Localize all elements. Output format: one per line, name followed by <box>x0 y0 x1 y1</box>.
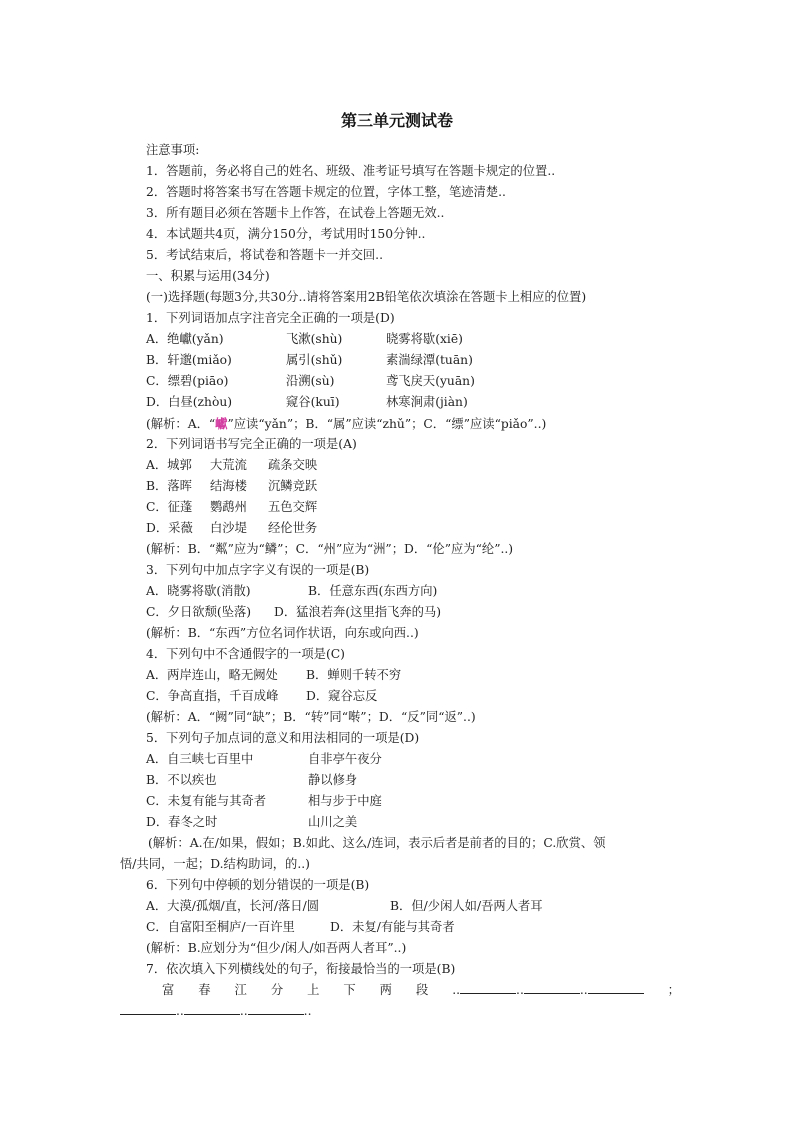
option-d: D．白昼(zhòu) <box>146 395 233 409</box>
option-word: 沿溯(sù) <box>286 374 335 388</box>
section-heading: 一、积累与运用(34分) <box>146 269 270 283</box>
option-word: 素湍绿潭(tuān) <box>386 353 473 367</box>
option-row <box>120 497 680 518</box>
blank <box>460 981 516 994</box>
option-a: A．大漠/孤烟/直，长河/落日/圆 <box>146 899 320 913</box>
option-b: B．但/少闲人如/吾两人者耳 <box>390 899 543 913</box>
option-d: D．窥谷忘反 <box>306 689 378 703</box>
option-row <box>120 455 680 476</box>
spaced-char: 上 <box>307 983 320 997</box>
question-stem: 7．依次填入下列横线处的句子，衔接最恰当的一项是(B) <box>146 962 456 976</box>
fill-in-line <box>120 980 680 1001</box>
option-d: D．春冬之时 <box>146 815 218 829</box>
option-row <box>120 371 680 392</box>
option-d: D．猛浪若奔(这里指飞奔的马) <box>274 605 442 619</box>
option-row <box>120 917 680 938</box>
blank <box>248 1002 304 1015</box>
blank-group <box>452 980 643 1001</box>
spaced-char: 分 <box>270 983 284 997</box>
option-c: C．缥碧(piāo) <box>146 374 229 388</box>
option-word: 沉鳞竞跃 <box>268 479 318 493</box>
blank <box>184 1002 240 1015</box>
option-c: C．征蓬 <box>146 500 193 514</box>
option-row <box>120 812 680 833</box>
option-row <box>120 392 680 413</box>
option-word: 鹦鹉州 <box>210 500 247 514</box>
analysis: (解析：B.应划分为“但少/闲人/如吾两人者耳”..) <box>146 941 407 955</box>
option-word: 静以修身 <box>308 773 358 787</box>
option-word: 晓雾将歇(xiē) <box>386 332 463 346</box>
option-word: 鸢飞戾天(yuān) <box>386 374 475 388</box>
question-stem: 4．下列句中不含通假字的一项是(C) <box>146 647 345 661</box>
analysis: (解析：A.在/如果，假如；B.如此、这么/连词，表示后者是前者的目的；C.欣赏、领 <box>148 836 606 850</box>
question-stem: 2．下列词语书写完全正确的一项是(A) <box>146 437 357 451</box>
option-c: C．夕日欲颓(坠落) <box>146 605 252 619</box>
option-a: A．晓雾将歇(消散) <box>146 584 251 598</box>
option-a: A．绝巘(yǎn) <box>146 332 224 346</box>
analysis: (解析：B．“粼”应为“鳞”；C．“州”应为“洲”；D．“伦”应为“纶”..) <box>146 542 514 556</box>
option-row <box>120 770 680 791</box>
semicolon: ； <box>667 983 680 997</box>
option-word: 疏条交映 <box>268 458 318 472</box>
notice-item: 4．本试题共4页，满分150分，考试用时150分钟.. <box>146 227 426 241</box>
blank <box>524 981 580 994</box>
option-row <box>120 686 680 707</box>
option-row <box>120 791 680 812</box>
spaced-char: 下 <box>343 983 356 997</box>
question-stem: 3．下列句中加点字字义有误的一项是(B) <box>146 563 370 577</box>
option-row <box>120 896 680 917</box>
exam-body <box>120 140 680 1022</box>
notice-item: 1．答题前，务必将自己的姓名、班级、准考证号填写在答题卡规定的位置.. <box>146 164 556 178</box>
spaced-char: 两 <box>379 983 392 997</box>
notice-heading: 注意事项: <box>146 143 200 157</box>
option-a: A．两岸连山，略无阙处 <box>146 668 278 682</box>
spaced-char: 富 <box>161 983 175 997</box>
separator: .. <box>579 983 588 997</box>
option-word: 白沙堤 <box>210 521 247 535</box>
page-title: 第三单元测试卷 <box>340 111 453 130</box>
option-a: A．城郭 <box>146 458 192 472</box>
fill-in-line <box>120 1001 680 1022</box>
notice-item: 2．答题时将答案书写在答题卡规定的位置，字体工整，笔迹清楚.. <box>146 185 506 199</box>
separator: .. <box>516 983 524 997</box>
option-word: 山川之美 <box>308 815 358 829</box>
question-stem: 5．下列句子加点词的意义和用法相同的一项是(D) <box>146 731 420 745</box>
option-c: C．未复有能与其奇者 <box>146 794 267 808</box>
analysis-text: (解析：A．“ <box>146 417 216 431</box>
separator: .. <box>176 1004 184 1018</box>
separator: .. <box>452 983 461 997</box>
option-b: B．落晖 <box>146 479 192 493</box>
option-row <box>120 581 680 602</box>
option-d: D．未复/有能与其奇者 <box>330 920 455 934</box>
separator: .. <box>239 1004 248 1018</box>
analysis: (解析：B．“东西”方位名词作状语，向东或向西..) <box>146 626 419 640</box>
option-word: 林寒涧肃(jiàn) <box>386 395 468 409</box>
marked-character: 巘 <box>215 416 228 431</box>
option-word: 窥谷(kuī) <box>286 395 340 409</box>
option-b: B．轩邈(miǎo) <box>146 353 232 367</box>
option-row <box>120 350 680 371</box>
option-row <box>120 329 680 350</box>
analysis-text: ”应读“yǎn”；B．“属”应读“zhǔ”；C．“缥”应读“piǎo”..) <box>227 417 547 431</box>
spaced-char: 江 <box>234 983 247 997</box>
option-c: C．自富阳至桐庐/一百许里 <box>146 920 295 934</box>
question-stem: 6．下列句中停顿的划分错误的一项是(B) <box>146 878 370 892</box>
option-row <box>120 476 680 497</box>
option-word: 相与步于中庭 <box>308 794 382 808</box>
option-word: 经伦世务 <box>268 521 318 535</box>
option-word: 五色交辉 <box>268 500 318 514</box>
option-word: 大荒流 <box>210 458 247 472</box>
spaced-char: 春 <box>198 983 211 997</box>
analysis: (解析：A．“阙”同“缺”；B．“转”同“啭”；D．“反”同“返”..) <box>146 710 476 724</box>
option-b: B．不以疾也 <box>146 773 217 787</box>
option-c: C．争高直指，千百成峰 <box>146 689 279 703</box>
analysis: 悟/共同，一起；D.结构助词，的..) <box>120 857 310 871</box>
option-b: B．任意东西(东西方向) <box>308 584 438 598</box>
option-row <box>120 665 680 686</box>
analysis <box>120 413 680 434</box>
option-row <box>120 749 680 770</box>
subsection-heading: (一)选择题(每题3分,共30分..请将答案用2B铅笔依次填涂在答题卡上相应的位置) <box>146 290 587 304</box>
option-word: 自非亭午夜分 <box>308 752 382 766</box>
option-a: A．自三峡七百里中 <box>146 752 254 766</box>
option-b: B．蝉则千转不穷 <box>306 668 402 682</box>
option-word: 飞漱(shù) <box>286 332 343 346</box>
notice-item: 3．所有题目必须在答题卡上作答，在试卷上答题无效.. <box>146 206 445 220</box>
option-row <box>120 602 680 623</box>
option-d: D．采薇 <box>146 521 193 535</box>
separator: .. <box>303 1004 312 1018</box>
spaced-char: 段 <box>415 983 429 997</box>
option-word: 结海楼 <box>210 479 247 493</box>
notice-item: 5．考试结束后，将试卷和答题卡一并交回.. <box>146 248 383 262</box>
option-row <box>120 518 680 539</box>
question-stem: 1．下列词语加点字注音完全正确的一项是(D) <box>146 311 395 325</box>
blank <box>120 1002 176 1015</box>
blank <box>588 981 644 994</box>
option-word: 属引(shǔ) <box>286 353 343 367</box>
